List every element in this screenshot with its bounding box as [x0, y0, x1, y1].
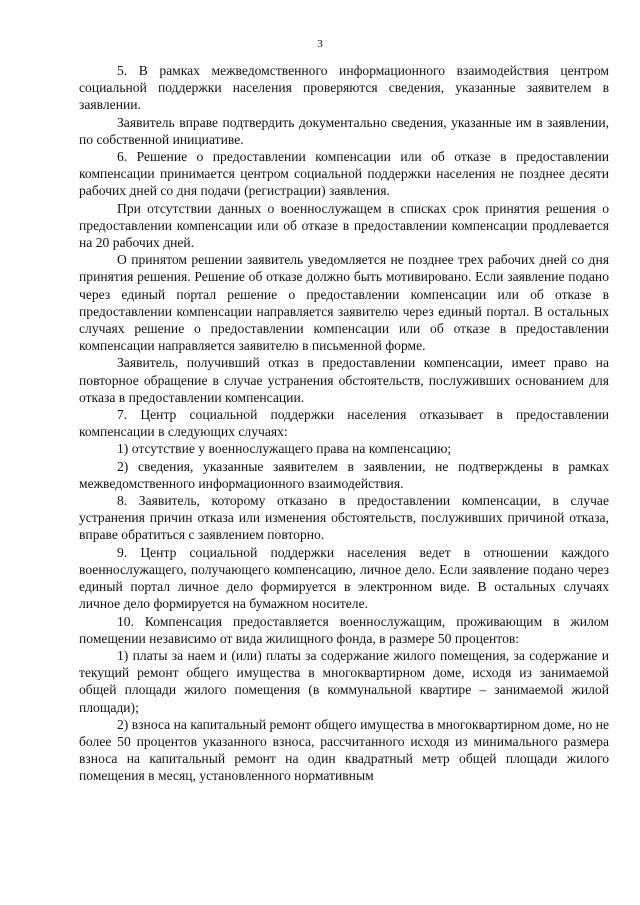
list-item-refusal-2: 2) сведения, указанные заявителем в заявлении, не подтверждены в рамках межведомственного информационного взаимодействия.	[79, 458, 609, 491]
list-item-refusal-1: 1) отсутствие у военнослужащего права на компенсацию;	[117, 441, 452, 457]
paragraph-applicant-confirmation: Заявитель вправе подтвердить документально сведения, указанные им в заявлении, по собственной инициативе.	[79, 114, 609, 147]
paragraph-5-interagency-check: 5. В рамках межведомственного информационного взаимодействия центром социальной поддержки населения проверяются сведения, указанные заявителем в заявлении.	[79, 63, 609, 113]
paragraph-7-refusal-cases: 7. Центр социальной поддержки населения отказывает в предоставлении компенсации в следующих случаях:	[79, 407, 609, 440]
list-item-compensation-2: 2) взноса на капитальный ремонт общего имущества в многоквартирном доме, но не более 50 процентов указанного взноса, рассчитанного исходя из минимального размера взноса на капитальный ремонт на один квадратный метр общей площади жилого помещения в месяц, установленного нормативным	[79, 716, 609, 784]
page-number: 3	[317, 38, 323, 50]
paragraph-6-decision-term: 6. Решение о предоставлении компенсации или об отказе в предоставлении компенсации принимается центром социальной поддержки населения не позднее десяти рабочих дней со дня подачи (регистрации) заявления.	[79, 149, 609, 199]
list-item-compensation-1: 1) платы за наем и (или) платы за содержание жилого помещения, за содержание и текущий ремонт общего имущества в многоквартирном доме, исходя из занимаемой общей площади жилого помещения (в коммунальной квартире – занимаемой жилой площади);	[79, 647, 609, 715]
paragraph-10-compensation-amount: 10. Компенсация предоставляется военнослужащим, проживающим в жилом помещении независимо от вида жилищного фонда, в размере 50 процентов:	[79, 613, 609, 646]
paragraph-8-reapplication: 8. Заявитель, которому отказано в предоставлении компенсации, в случае устранения причин отказа или изменения обстоятельств, послуживших причиной отказа, вправе обратиться с заявлением повторно.	[79, 493, 609, 543]
document-body	[79, 62, 609, 785]
paragraph-9-personal-file: 9. Центр социальной поддержки населения ведет в отношении каждого военнослужащего, получающего компенсацию, личное дело. Если заявление подано через единый портал личное дело формируется в электронном виде. В остальных случаях личное дело формируется на бумажном носителе.	[79, 544, 609, 612]
paragraph-decision-notification: О принятом решении заявитель уведомляется не позднее трех рабочих дней со дня принятия решения. Решение об отказе должно быть мотивировано. Если заявление подано через единый портал решение о предоставлении компенсации или об отказе в предоставлении компенсации направляется заявителю через единый портал. В остальных случаях решение о предоставлении компенсации или об отказе в предоставлении компенсации направляется заявителю в письменной форме.	[79, 252, 609, 354]
paragraph-term-extension: При отсутствии данных о военнослужащем в списках срок принятия решения о предоставлении компенсации или об отказе в предоставлении компенсации продлевается на 20 рабочих дней.	[79, 200, 609, 251]
paragraph-repeat-application-right: Заявитель, получивший отказ в предоставлении компенсации, имеет право на повторное обращение в случае устранения обстоятельств, послуживших основанием для отказа в предоставлении компенсации.	[79, 355, 609, 405]
